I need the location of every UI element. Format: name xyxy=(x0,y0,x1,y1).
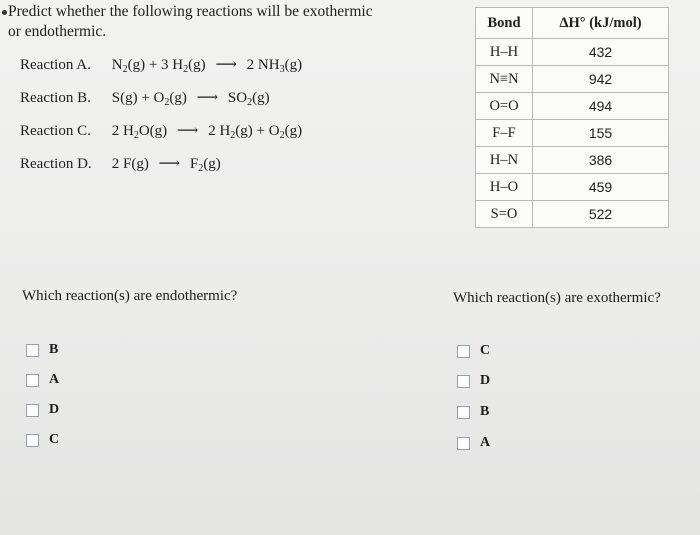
exo-option-a[interactable]: A xyxy=(457,435,490,451)
header-enthalpy: ΔH° (kJ/mol) xyxy=(533,8,669,39)
reaction-arrow-icon: ⟶ xyxy=(215,57,237,73)
endo-option-a[interactable]: A xyxy=(26,372,59,388)
exo-option-d[interactable]: D xyxy=(457,373,490,389)
table-row: O=O 494 xyxy=(476,93,669,120)
table-row: S=O 522 xyxy=(476,201,669,228)
reaction-d: Reaction D. 2 F(g) ⟶ $F_2(g)$ xyxy=(20,156,221,174)
exo-option-c[interactable]: C xyxy=(457,343,490,359)
reaction-arrow-icon: ⟶ xyxy=(176,123,199,139)
reaction-arrow-icon: ⟶ xyxy=(158,156,181,172)
question-prompt xyxy=(8,2,373,42)
reaction-label: Reaction B. xyxy=(20,90,91,106)
table-row: F–F 155 xyxy=(476,120,669,147)
endothermic-question: Which reaction(s) are endothermic? xyxy=(22,288,238,304)
table-header-row xyxy=(476,8,669,39)
header-bond: Bond xyxy=(476,8,533,39)
exo-option-b[interactable]: B xyxy=(457,404,489,420)
reaction-label: Reaction C. xyxy=(20,123,91,139)
bullet-icon xyxy=(2,10,7,15)
checkbox[interactable] xyxy=(457,375,470,388)
checkbox[interactable] xyxy=(457,406,470,419)
exothermic-question: Which reaction(s) are exothermic? xyxy=(453,290,661,306)
table-row: N≡N 942 xyxy=(476,66,669,93)
checkbox[interactable] xyxy=(26,374,39,387)
table-row: H–O 459 xyxy=(476,174,669,201)
prompt-line-1: Predict whether the following reactions will be exothermic xyxy=(8,3,373,20)
checkbox[interactable] xyxy=(457,437,470,450)
reaction-b: Reaction B. $S(g) + O_2(g)$ ⟶ $SO_2(g)$ xyxy=(20,90,270,108)
reaction-a: Reaction A. $N_2(g) + 3$ $H_2(g)$ ⟶ 2 $NH_3(g)$ xyxy=(20,57,303,75)
checkbox[interactable] xyxy=(457,345,470,358)
endo-option-b[interactable]: B xyxy=(26,342,58,358)
checkbox[interactable] xyxy=(26,344,39,357)
checkbox[interactable] xyxy=(26,434,39,447)
reaction-label: Reaction A. xyxy=(20,57,91,73)
reaction-c: Reaction C. 2 $H_2O(g)$ ⟶ 2 $H_2(g) + O_2(g)$ xyxy=(20,123,303,141)
endo-option-c[interactable]: C xyxy=(26,432,59,448)
table-row: H–N 386 xyxy=(476,147,669,174)
endo-option-d[interactable]: D xyxy=(26,402,59,418)
reaction-label: Reaction D. xyxy=(20,156,92,172)
reaction-arrow-icon: ⟶ xyxy=(196,90,219,106)
checkbox[interactable] xyxy=(26,404,39,417)
bond-enthalpy-table xyxy=(475,7,669,228)
prompt-line-2: or endothermic. xyxy=(8,23,107,40)
table-row: H–H 432 xyxy=(476,39,669,66)
